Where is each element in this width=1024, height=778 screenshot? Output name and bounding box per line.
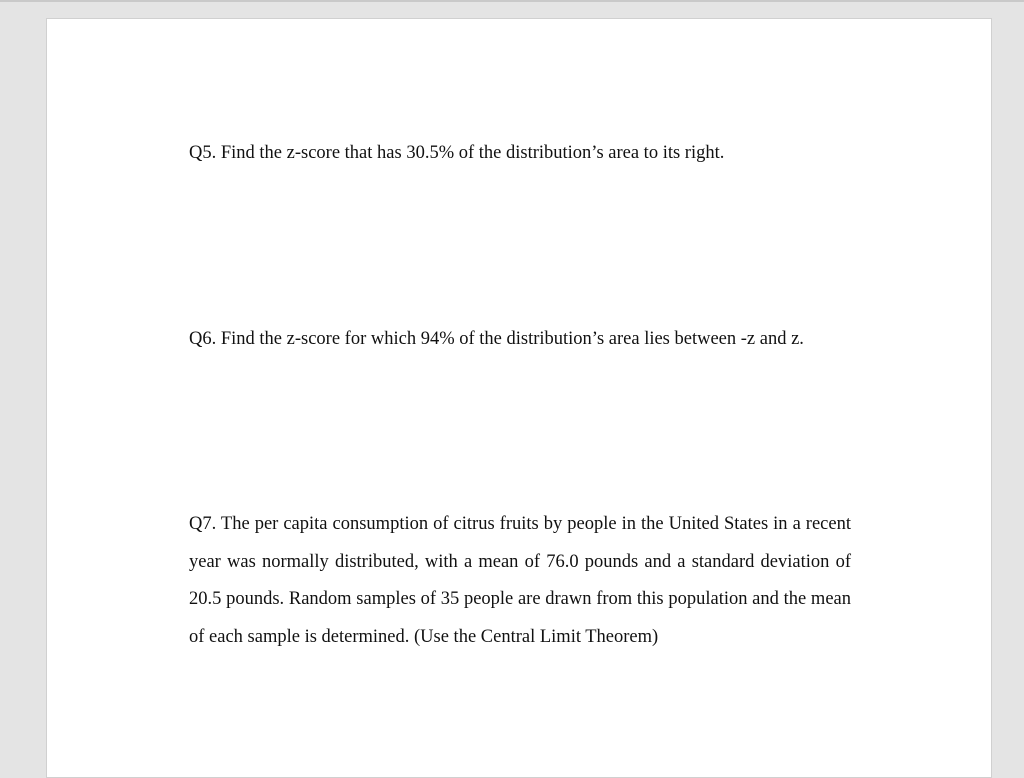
document-page [46,18,992,778]
question-q5: Q5. Find the z-score that has 30.5% of the distribution’s area to its right. [189,143,725,163]
window-top-border [0,0,1024,2]
question-q6: Q6. Find the z-score for which 94% of the distribution’s area lies between -z and z. [189,329,804,349]
question-q7: Q7. The per capita consumption of citrus fruits by people in the United States in a recent year was normally distributed, with a mean of 76.0 pounds and a standard deviation of 20.5 pounds. Random samples of 35 people are drawn from this population and the mean of each sample is determined. (Use the Central Limit Theorem) [189,514,851,647]
